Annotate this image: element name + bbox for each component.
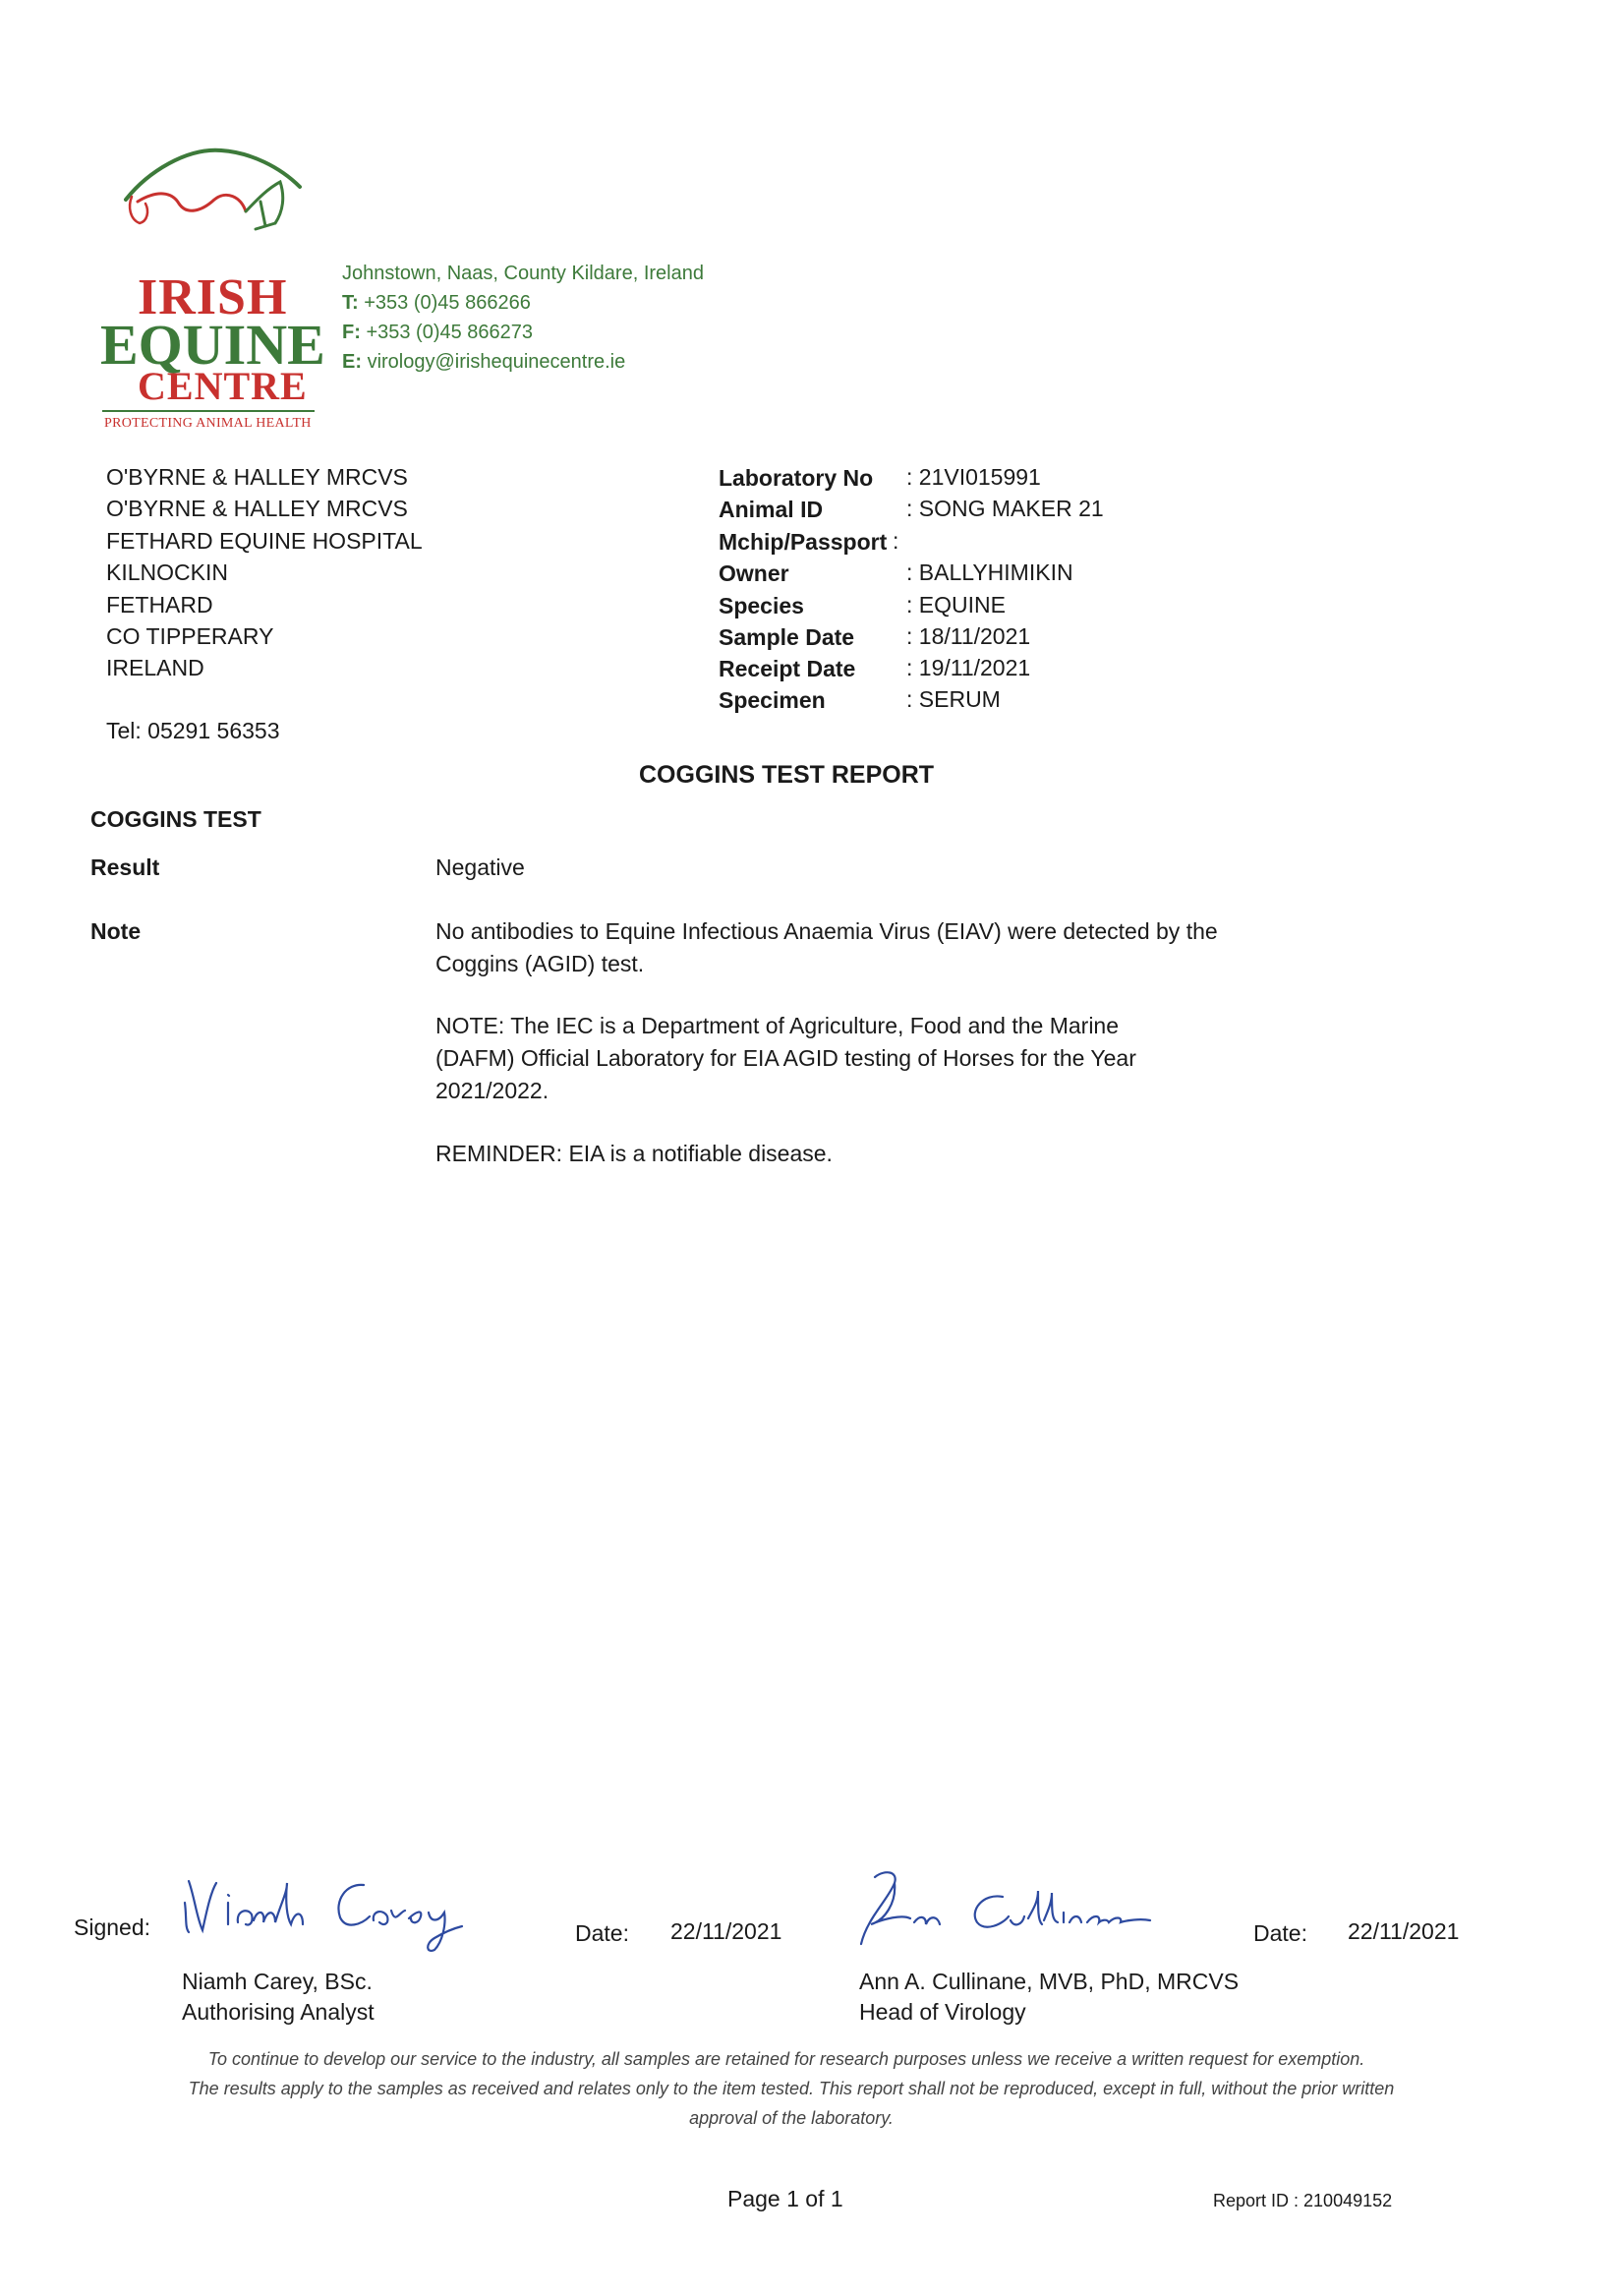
horse-logo-icon: [118, 143, 305, 236]
field-value: : 18/11/2021: [906, 623, 1031, 649]
contact-address: Johnstown, Naas, County Kildare, Ireland: [342, 263, 704, 284]
logo-equine: EQUINE: [100, 313, 325, 377]
recipient-line: O'BYRNE & HALLEY MRCVS: [106, 464, 408, 490]
left-date: 22/11/2021: [670, 1918, 782, 1944]
fax-label: F:: [342, 322, 361, 343]
field-label: Specimen: [719, 687, 826, 713]
email-label: E:: [342, 351, 362, 373]
retention-disclaimer: To continue to develop our service to the industry, all samples are retained for research purposes unless we receive a written request for exemption.: [207, 2049, 1365, 2069]
logo-tagline: PROTECTING ANIMAL HEALTH: [104, 416, 312, 431]
phone-value: +353 (0)45 866266: [364, 292, 531, 314]
page-number: Page 1 of 1: [727, 2186, 843, 2211]
note-dafm: NOTE: The IEC is a Department of Agriculture, Food and the Marine (DAFM) Official Laboratory for EIA AGID testing of Horses for the Year 2021/2022.: [435, 1013, 1136, 1103]
recipient-line: KILNOCKIN: [106, 559, 228, 585]
email-value[interactable]: virology@irishequinecentre.ie: [367, 351, 626, 373]
logo-centre: CENTRE: [138, 364, 308, 408]
note-label: Note: [90, 918, 142, 944]
fax-value: +353 (0)45 866273: [366, 322, 534, 343]
recipient-line: FETHARD EQUINE HOSPITAL: [106, 528, 423, 554]
reproduction-disclaimer: The results apply to the samples as received and relates only to the item tested. This report shall not be reproduced, except in full, without the prior written approval of the laboratory.: [188, 2079, 1395, 2128]
field-value: :: [893, 528, 899, 554]
field-value: : 21VI015991: [906, 464, 1041, 490]
recipient-line: IRELAND: [106, 655, 204, 680]
right-date: 22/11/2021: [1348, 1918, 1460, 1944]
report-id: Report ID : 210049152: [1213, 2191, 1393, 2210]
signature-ann-cullinane: [855, 1863, 1170, 1957]
recipient-line: FETHARD: [106, 592, 213, 618]
recipient-tel: Tel: 05291 56353: [106, 718, 280, 743]
report-title: COGGINS TEST REPORT: [639, 761, 935, 789]
field-label: Laboratory No: [719, 465, 874, 491]
right-signatory-role: Head of Virology: [859, 1999, 1026, 2025]
section-heading: COGGINS TEST: [90, 806, 261, 832]
field-value: : EQUINE: [906, 592, 1006, 618]
field-label: Owner: [719, 560, 789, 586]
field-label: Species: [719, 593, 804, 618]
note-text: No antibodies to Equine Infectious Anaemia Virus (EIAV) were detected by the Coggins (AGID) test.: [435, 918, 1218, 976]
right-signatory-name: Ann A. Cullinane, MVB, PhD, MRCVS: [859, 1969, 1240, 1994]
signed-label: Signed:: [74, 1914, 151, 1940]
left-signatory-name: Niamh Carey, BSc.: [182, 1969, 373, 1994]
logo-divider: [102, 410, 315, 412]
signature-niamh-carey: [177, 1863, 491, 1957]
recipient-line: CO TIPPERARY: [106, 623, 274, 649]
contact-fax: [342, 323, 533, 342]
left-date-label: Date:: [575, 1920, 629, 1946]
phone-label: T:: [342, 292, 359, 314]
contact-email: [342, 352, 625, 372]
contact-phone: [342, 293, 531, 313]
note-reminder: REMINDER: EIA is a notifiable disease.: [435, 1141, 833, 1166]
field-value: : BALLYHIMIKIN: [906, 559, 1073, 585]
field-value: : SONG MAKER 21: [906, 496, 1104, 521]
left-signatory-role: Authorising Analyst: [182, 1999, 375, 2025]
right-date-label: Date:: [1253, 1920, 1307, 1946]
field-value: : 19/11/2021: [906, 655, 1031, 680]
logo-irish: IRISH: [138, 269, 288, 325]
field-label: Receipt Date: [719, 656, 856, 681]
field-label: Mchip/Passport: [719, 529, 888, 555]
field-value: : SERUM: [906, 686, 1001, 712]
field-label: Animal ID: [719, 497, 824, 522]
result-label: Result: [90, 854, 160, 880]
result-value: Negative: [435, 854, 525, 880]
recipient-line: O'BYRNE & HALLEY MRCVS: [106, 496, 408, 521]
field-label: Sample Date: [719, 624, 855, 650]
